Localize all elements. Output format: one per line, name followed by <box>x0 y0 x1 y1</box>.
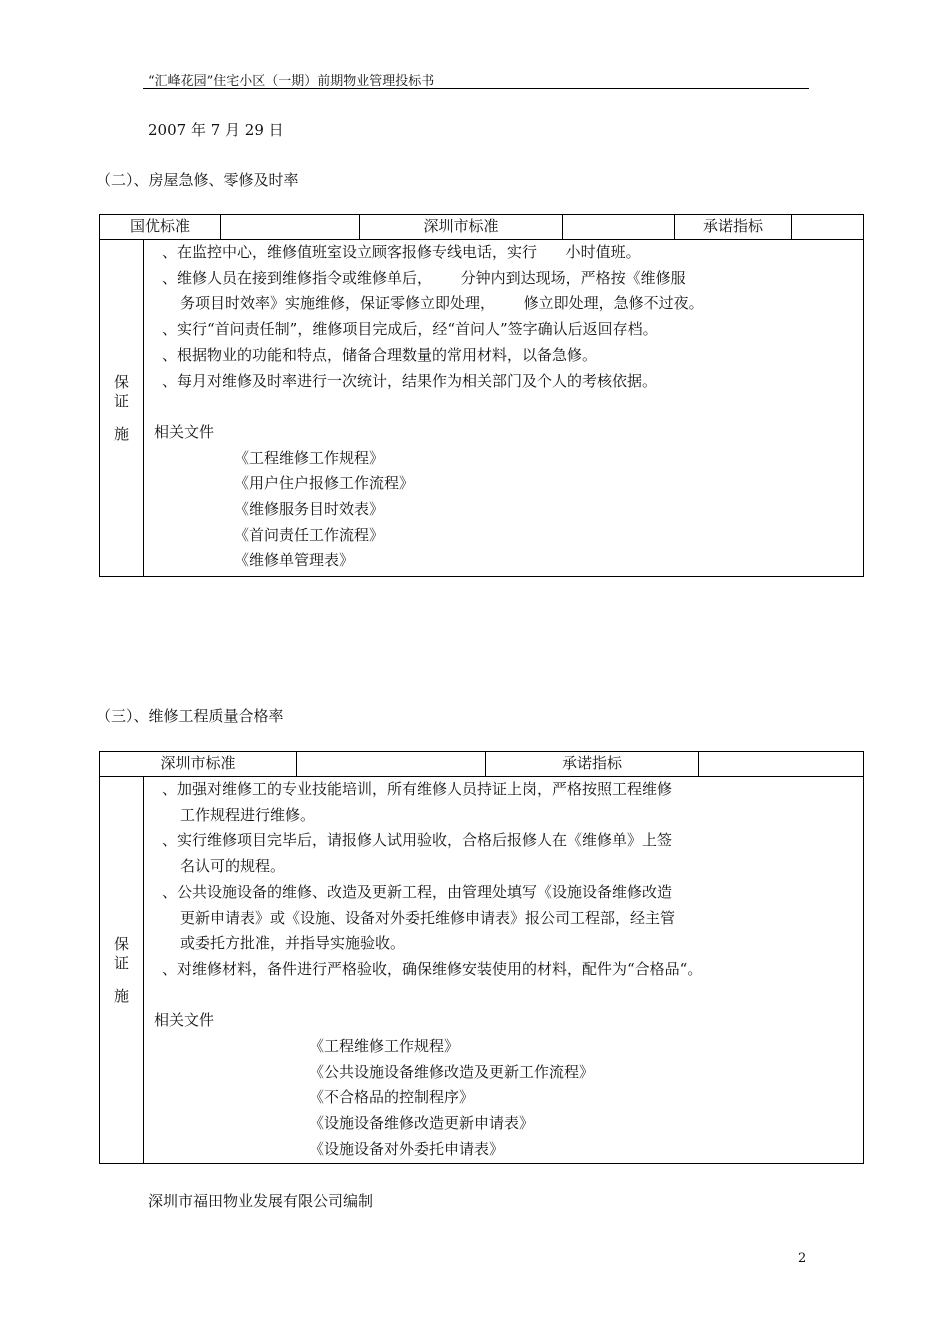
page-number: 2 <box>798 1251 807 1266</box>
related-docs-label: 相关文件 <box>154 422 215 441</box>
section3-side-label <box>100 777 144 1164</box>
document-header-title: “汇峰花园”住宅小区（一期）前期物业管理投标书 <box>148 74 435 89</box>
list-item: 、公共设施设备的维修、改造及更新工程，由管理处填写《设施设备维修改造 <box>162 882 673 901</box>
section2-header-guoyou: 国优标准 <box>100 215 221 240</box>
section2-header-guoyou-value <box>221 215 360 240</box>
section3-header-shenzhen-value <box>297 752 486 777</box>
section3-body-row <box>100 777 864 1164</box>
doc-item: 《维修单管理表》 <box>234 551 355 570</box>
list-item: 、实行“首问责任制”，维修项目完成后，经“首问人”签字确认后返回存档。 <box>162 320 658 339</box>
list-item: 或委托方批准，并指导实施验收。 <box>180 934 406 953</box>
section2-content <box>144 240 864 577</box>
section2-table <box>99 214 864 577</box>
doc-item: 《工程维修工作规程》 <box>234 448 385 467</box>
side-char: 保 <box>113 372 129 391</box>
doc-item: 《维修服务目时效表》 <box>234 500 385 519</box>
section2-header-shenzhen: 深圳市标准 <box>360 215 563 240</box>
section3-table <box>99 751 864 1164</box>
header-rule <box>143 88 809 89</box>
section3-header-shenzhen: 深圳市标准 <box>100 752 297 777</box>
list-item: 、在监控中心，维修值班室设立顾客报修专线电话，实行 小时值班。 <box>162 243 641 261</box>
list-item: 、维修人员在接到维修指令或维修单后， 分钟内到达现场，严格按《维修服 <box>162 268 686 287</box>
side-char: 施 <box>113 424 129 443</box>
section3-header-commit: 承诺指标 <box>486 752 699 777</box>
side-char: 证 <box>113 391 129 410</box>
section3-header-commit-value <box>699 752 864 777</box>
section3-header-row <box>100 752 864 777</box>
side-char: 施 <box>113 986 129 1005</box>
section2-header-commit-value <box>792 215 864 240</box>
list-item: 工作规程进行维修。 <box>180 805 316 824</box>
doc-item: 《设施设备对外委托申请表》 <box>309 1139 505 1158</box>
footer-company: 深圳市福田物业发展有限公司编制 <box>148 1192 374 1210</box>
doc-item: 《用户住户报修工作流程》 <box>234 474 415 493</box>
section3-content <box>144 777 864 1164</box>
section2-header-shenzhen-value <box>563 215 675 240</box>
section3-title: （三）、维修工程质量合格率 <box>96 707 284 725</box>
list-item: 、加强对维修工的专业技能培训，所有维修人员持证上岗，严格按照工程维修 <box>162 780 673 798</box>
list-item: 、每月对维修及时率进行一次统计，结果作为相关部门及个人的考核依据。 <box>162 371 658 390</box>
list-item: 、根据物业的功能和特点，储备合理数量的常用材料，以备急修。 <box>162 345 598 364</box>
doc-item: 《不合格品的控制程序》 <box>309 1088 475 1107</box>
list-item: 名认可的规程。 <box>180 857 286 876</box>
list-item: 务项目时效率》实施维修，保证零修立即处理， 修立即处理，急修不过夜。 <box>180 294 704 313</box>
side-char: 保 <box>113 934 129 953</box>
section2-side-label <box>100 240 144 577</box>
doc-item: 《首问责任工作流程》 <box>234 525 385 544</box>
section2-body-row <box>100 240 864 577</box>
doc-item: 《公共设施设备维修改造及更新工作流程》 <box>309 1062 595 1081</box>
section2-header-commit: 承诺指标 <box>675 215 792 240</box>
section2-header-row <box>100 215 864 240</box>
document-date: 2007 年 7 月 29 日 <box>148 121 284 139</box>
doc-item: 《工程维修工作规程》 <box>309 1037 460 1056</box>
list-item: 更新申请表》或《设施、设备对外委托维修申请表》报公司工程部，经主管 <box>180 908 676 927</box>
section2-title: （二）、房屋急修、零修及时率 <box>96 171 299 189</box>
list-item: 、实行维修项目完毕后，请报修人试用验收，合格后报修人在《维修单》上签 <box>162 831 673 850</box>
side-char: 证 <box>113 953 129 972</box>
related-docs-label: 相关文件 <box>154 1011 215 1030</box>
doc-item: 《设施设备维修改造更新申请表》 <box>309 1114 535 1133</box>
list-item: 、对维修材料，备件进行严格验收，确保维修安装使用的材料，配件为“合格品“。 <box>162 959 703 978</box>
